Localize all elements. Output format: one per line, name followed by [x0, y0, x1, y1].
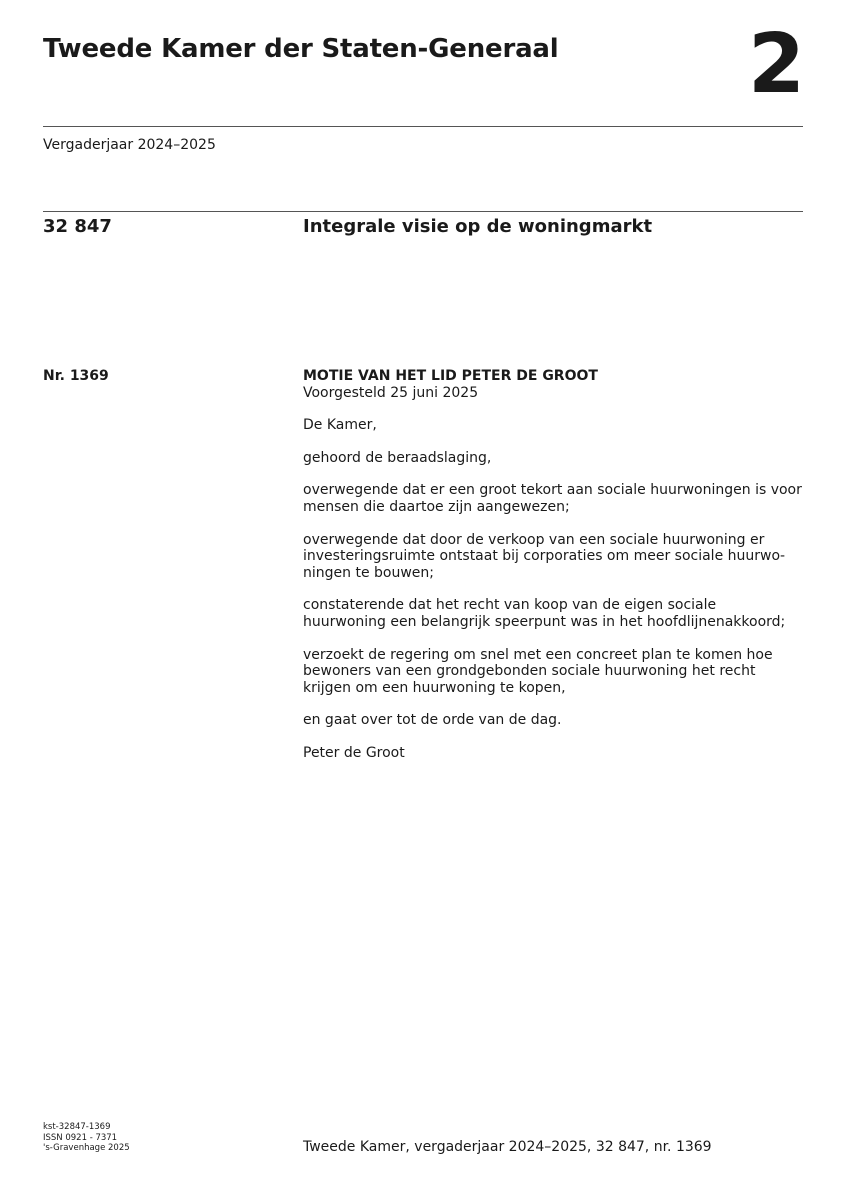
chamber-number: 2: [748, 17, 806, 112]
signatory: Peter de Groot: [303, 744, 405, 761]
proposed-date: Voorgesteld 25 juni 2025: [303, 384, 479, 401]
kst-id: kst-32847-1369: [43, 1122, 111, 1132]
issn: ISSN 0921 - 7371: [43, 1132, 118, 1143]
motion-paragraph: overwegende dat door de verkoop van een sociale huurwoning er investeringsruimte ontstaat bij corporaties om meer sociale huurwoningen te bouwen;: [303, 531, 786, 581]
motion-paragraph: overwegende dat er een groot tekort aan sociale huurwoningen is voor mensen die daartoe zijn aangewezen;: [303, 482, 802, 515]
motion-body: [303, 368, 803, 778]
motion-heading: MOTIE VAN HET LID PETER DE GROOT: [303, 368, 598, 384]
motion-paragraph: en gaat over tot de orde van de dag.: [303, 712, 562, 729]
dossier-divider: [43, 211, 803, 212]
motion-paragraph: constaterende dat het recht van koop van de eigen sociale huurwoning een belangrijk speerpunt was in het hoofdlijnenakkoord;: [303, 597, 786, 630]
motion-paragraph: De Kamer,: [303, 417, 377, 434]
place-year: 's-Gravenhage 2025: [43, 1143, 130, 1153]
dossier-title: Integrale visie op de woningmarkt: [303, 216, 653, 237]
session-year: Vergaderjaar 2024–2025: [43, 137, 216, 153]
header-divider: [43, 126, 803, 127]
document-meta: [43, 1122, 130, 1154]
dossier-number: 32 847: [43, 216, 112, 237]
document-number: Nr. 1369: [43, 368, 109, 384]
footer-citation: Tweede Kamer, vergaderjaar 2024–2025, 32 847, nr. 1369: [303, 1139, 712, 1155]
motion-paragraph: verzoekt de regering om snel met een concreet plan te komen hoe bewoners van een grondgebonden sociale huurwoning het recht krijgen om een huurwoning te kopen,: [303, 646, 773, 696]
motion-paragraph: gehoord de beraadslaging,: [303, 449, 492, 466]
page-title: Tweede Kamer der Staten-Generaal: [43, 34, 559, 64]
